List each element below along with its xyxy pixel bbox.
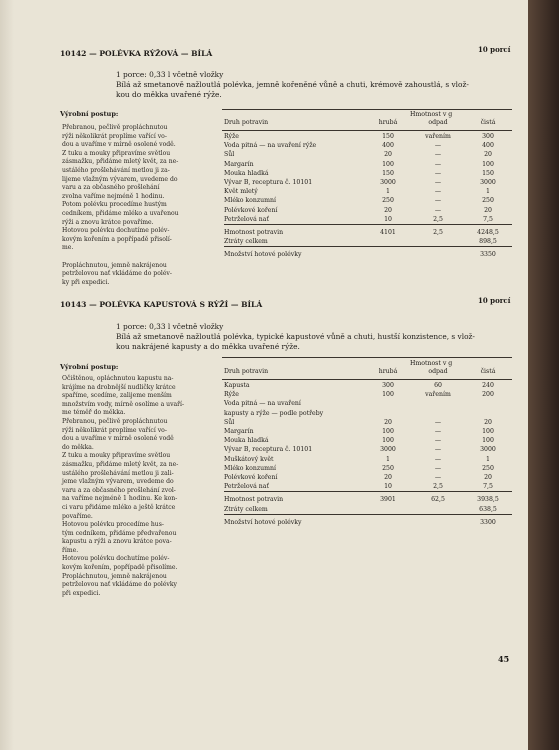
method-line: [62, 253, 220, 262]
method-line: Přebranou, pečlivě propláchnutou: [62, 124, 168, 131]
gross-weight: 100: [382, 428, 394, 436]
waste-weight: —: [434, 418, 442, 426]
ingredient-name: Mléko konzumní: [224, 464, 276, 472]
gross-weight: [364, 399, 412, 408]
waste-weight: 2,5: [433, 483, 443, 491]
gross-weight: 300: [382, 382, 394, 389]
method-line: při expedici.: [62, 589, 101, 597]
ingredient-name: Mouka hladká: [224, 169, 269, 177]
method-line: povaříme.: [62, 512, 93, 520]
net-weight: [464, 399, 512, 408]
portions-label: 10 porcí: [478, 296, 511, 305]
waste-weight: —: [434, 169, 442, 177]
summary-label: Ztráty celkem: [224, 238, 268, 246]
gross-weight: 150: [382, 169, 394, 177]
method-line: rýži a znovu krátce povaříme.: [62, 218, 154, 226]
col-net-header: čistá: [480, 119, 496, 126]
ingredients-table: [224, 132, 512, 260]
waste-weight: —: [434, 464, 442, 472]
ingredient-name: Mouka hladká: [224, 437, 269, 445]
method-line: cedníkem, přidáme mléko a uvařenou: [62, 209, 179, 217]
net-weight: 20: [484, 418, 492, 426]
ingredient-name: Voda pitná — na uvaření rýže: [224, 142, 317, 150]
recipe-heading: 10143 — POLÉVKA KAPUSTOVÁ S RÝŽÍ — BÍLÁ: [60, 300, 263, 309]
gross-weight: 10: [384, 483, 392, 491]
ingredient-name: Rýže: [224, 391, 239, 399]
table-row: [224, 150, 512, 159]
net-weight: 100: [482, 437, 494, 445]
ingredients-table-header: [224, 118, 512, 127]
gross-weight: 1: [386, 188, 390, 196]
waste-weight: —: [434, 142, 442, 150]
col-gross-header: hrubá: [378, 119, 398, 126]
table-row: [224, 381, 512, 390]
table-row: [224, 215, 512, 225]
waste-weight: —: [434, 428, 442, 436]
recipe-code: 10142: [60, 49, 87, 58]
net-weight: 150: [482, 169, 494, 177]
recipe-code: 10143: [60, 300, 87, 309]
waste-weight: 60: [434, 382, 442, 389]
method-line: Přebranou, pečlivě propláchnutou: [62, 417, 168, 425]
ingredient-name: Vývar B, receptura č. 10101: [224, 179, 313, 187]
gross-weight: 250: [382, 197, 394, 205]
ingredients-table: [224, 381, 512, 527]
ingredient-name: Sůl: [224, 151, 235, 159]
waste-weight: —: [434, 151, 442, 159]
waste-weight: —: [434, 455, 442, 463]
method-heading: Výrobní postup:: [60, 110, 119, 118]
ingredient-name: Rýže: [224, 133, 239, 140]
method-line: Propláchnutou, jemně nakrájenou: [62, 261, 167, 269]
ingredient-name: Mléko konzumní: [224, 197, 276, 205]
method-line: lijeme vlažným vývarem, uvedeme do: [62, 175, 178, 183]
waste-weight: 62,5: [431, 496, 445, 504]
waste-weight: —: [434, 160, 442, 168]
method-line: ci varu přidáme mléko a ještě krátce: [62, 503, 176, 511]
method-line: Hotovou polévku procedíme hus-: [62, 521, 164, 529]
method-line: zásmažku, přidáme mletý květ, za ne-: [62, 460, 179, 468]
waste-weight: —: [434, 206, 442, 214]
total-label: Množství hotové polévky: [224, 518, 302, 526]
gross-weight: 100: [382, 391, 394, 399]
table-rule: [222, 130, 512, 131]
net-weight: 100: [482, 428, 494, 436]
method-line: me téměř do měkka.: [62, 409, 126, 417]
method-line: na vaříme nejméně 1 hodinu. Ke kon-: [62, 495, 178, 503]
serving-size: 1 porce: 0,33 l včetně vložky: [116, 322, 224, 331]
gross-weight: 10: [384, 215, 392, 223]
total-row: [224, 518, 512, 527]
gross-weight: 100: [382, 160, 394, 168]
waste-weight: [412, 399, 464, 408]
method-line: Očištěnou, opláchnutou kapustu na-: [62, 375, 174, 382]
method-line: ky při expedici.: [62, 278, 110, 286]
recipe-name: POLÉVKA KAPUSTOVÁ S RÝŽÍ — BÍLÁ: [99, 300, 263, 309]
table-row: [224, 206, 512, 215]
description-line: Bílá až smetanově nažloutlá polévka, jemně kořeněné vůně a chuti, krémově zahoustlá, s vlož-: [116, 80, 469, 89]
description-line: kou nakrájené kapusty a do měkka uvařené rýže.: [116, 342, 300, 351]
method-line: ustálého prošlehávání metlou ji za-: [62, 166, 170, 174]
table-row: [224, 178, 512, 187]
summary-row: [224, 495, 512, 504]
table-row: [224, 436, 512, 445]
net-weight: [464, 409, 512, 418]
ingredient-name: Petrželová nať: [224, 483, 269, 491]
total-net-weight: 3300: [480, 518, 496, 526]
gross-weight: 20: [384, 418, 392, 426]
page-number: 45: [498, 654, 510, 664]
table-header-group: Hmotnost v g: [410, 360, 453, 367]
table-row: [224, 482, 512, 492]
method-line: me.: [62, 244, 74, 252]
method-line: spaříme, scedíme, zalijeme menším: [62, 392, 172, 400]
method-line: rýži několikrát proplíme vařící vo-: [62, 426, 167, 434]
method-line: kovým kořením, popřípadě přisolíme.: [62, 564, 178, 572]
description-line: kou do měkka uvařené rýže.: [116, 90, 222, 99]
summary-row: [224, 237, 512, 247]
total-label: Množství hotové polévky: [224, 251, 302, 259]
col-name-header: Druh potravin: [224, 119, 269, 126]
method-line: zvolna vaříme nejméně 1 hodinu.: [62, 192, 165, 200]
net-weight: 250: [482, 464, 494, 472]
ingredient-name: Sůl: [224, 418, 235, 426]
table-row: [224, 399, 512, 408]
table-row: [224, 390, 512, 399]
method-line: varu a za občasného prošlehání zvol-: [62, 486, 176, 494]
ingredient-name: Květ mletý: [224, 188, 258, 196]
gross-weight: 1: [386, 455, 390, 463]
gross-weight: 3901: [380, 496, 396, 504]
net-weight: 250: [482, 197, 494, 205]
waste-weight: —: [434, 446, 442, 454]
total-row: [224, 250, 512, 259]
waste-weight: 2,5: [433, 229, 443, 237]
net-weight: 240: [482, 382, 494, 389]
method-text: [62, 124, 220, 287]
method-line: množstvím vody, mírně osolíme a uvaří-: [62, 400, 185, 408]
method-line: krájíme na drobnější nudličky krátce: [62, 383, 176, 391]
gross-weight: 400: [382, 142, 394, 150]
summary-label: Ztráty celkem: [224, 505, 268, 513]
ingredient-name: Margarín: [224, 428, 254, 436]
method-line: Hotovou polévku dochutíme polév-: [62, 227, 170, 235]
method-line: Z tuku a mouky připravíme světlou: [62, 452, 171, 460]
waste-weight: [412, 237, 464, 247]
net-weight: 898,5: [479, 238, 497, 246]
net-weight: 7,5: [483, 483, 493, 491]
table-row: [224, 409, 512, 418]
method-line: rýži několikrát proplíme vařící vo-: [62, 132, 167, 140]
table-row: [224, 445, 512, 454]
col-waste-header: odpad: [428, 368, 448, 375]
serving-size: 1 porce: 0,33 l včetně vložky: [116, 70, 224, 79]
col-waste-header: odpad: [428, 119, 448, 126]
total-net-weight: 3350: [480, 251, 496, 259]
method-line: petrželovou nať vkládáme do polévky: [62, 581, 178, 589]
col-name-header: Druh potravin: [224, 368, 269, 375]
net-weight: 4248,5: [477, 229, 499, 237]
gross-weight: [364, 505, 412, 515]
net-weight: 100: [482, 160, 494, 168]
gross-weight: 250: [382, 464, 394, 472]
waste-weight: —: [434, 188, 442, 196]
ingredient-name: Voda pitná — na uvaření: [224, 400, 301, 408]
empty-cell: [412, 250, 464, 259]
method-line: Z tuku a mouky připravíme světlou: [62, 149, 171, 157]
table-rule: [222, 357, 512, 358]
ingredients-table-header: [224, 367, 512, 376]
recipe-name: POLÉVKA RÝŽOVÁ — BÍLÁ: [99, 49, 213, 58]
table-row: [224, 132, 512, 141]
table-row: [224, 141, 512, 150]
table-row: [224, 418, 512, 427]
waste-weight: vařením: [425, 391, 451, 399]
table-row: [224, 160, 512, 169]
waste-weight: 2,5: [433, 215, 443, 223]
col-net-header: čistá: [480, 368, 496, 375]
method-line: říme.: [62, 546, 79, 554]
net-weight: 200: [482, 391, 494, 399]
gross-weight: 20: [384, 206, 392, 214]
empty-cell: [412, 518, 464, 527]
method-line: jeme vlažným vývarem, uvedeme do: [62, 478, 174, 486]
net-weight: 300: [482, 133, 494, 140]
ingredient-name: Polévkové koření: [224, 474, 278, 482]
col-gross-header: hrubá: [378, 368, 398, 375]
net-weight: 3000: [480, 179, 496, 187]
method-line: Propláchnutou, jemně nakrájenou: [62, 572, 167, 580]
table-row: [224, 169, 512, 178]
net-weight: 20: [484, 206, 492, 214]
summary-row: [224, 228, 512, 237]
empty-cell: [364, 518, 412, 527]
gross-weight: 20: [384, 474, 392, 482]
gross-weight: [364, 409, 412, 418]
method-text: [62, 375, 220, 598]
table-row: [224, 473, 512, 482]
gross-weight: 3000: [380, 446, 396, 454]
net-weight: 638,5: [479, 505, 497, 513]
method-line: Potom polévku procedíme hustým: [62, 201, 167, 209]
method-line: dou a uvaříme v mírně osolené vodě: [62, 435, 174, 443]
ingredient-name: Kapusta: [224, 382, 250, 389]
method-line: kovým kořením a popřípadě přisolí-: [62, 235, 172, 243]
binder-edge: [528, 0, 559, 750]
waste-weight: [412, 409, 464, 418]
portions-label: 10 porcí: [478, 45, 511, 54]
gross-weight: 100: [382, 437, 394, 445]
ingredient-name: kapusty a rýže — podle potřeby: [224, 409, 324, 417]
method-line: zásmažku, přidáme mletý květ, za ne-: [62, 158, 179, 166]
method-line: kapustu a rýži a znovu krátce pova-: [62, 538, 172, 546]
method-heading: Výrobní postup:: [60, 363, 119, 371]
gross-weight: 3000: [380, 179, 396, 187]
ingredient-name: Polévkové koření: [224, 206, 278, 214]
page-gutter-shadow: [0, 0, 14, 750]
net-weight: 1: [486, 188, 490, 196]
waste-weight: [412, 505, 464, 515]
table-rule: [222, 109, 512, 110]
table-row: [224, 455, 512, 464]
net-weight: 7,5: [483, 215, 493, 223]
ingredient-name: Margarín: [224, 160, 254, 168]
waste-weight: vařením: [425, 133, 451, 140]
summary-row: [224, 505, 512, 515]
summary-label: Hmotnost potravin: [224, 229, 284, 237]
ingredient-name: Petrželová nať: [224, 215, 269, 223]
empty-cell: [364, 250, 412, 259]
gross-weight: 4101: [380, 229, 396, 237]
gross-weight: 20: [384, 151, 392, 159]
description-line: Bílá až smetanově nažloutlá polévka, typické kapustové vůně a chuti, hustší konzistence, s vlož-: [116, 332, 475, 341]
ingredient-name: Muškátový květ: [224, 455, 274, 463]
net-weight: 20: [484, 474, 492, 482]
method-line: dou a uvaříme v mírně osolené vodě.: [62, 141, 176, 149]
net-weight: 3000: [480, 446, 496, 454]
method-line: ustálého prošlehávání metlou ji zali-: [62, 469, 174, 477]
summary-label: Hmotnost potravin: [224, 496, 284, 504]
waste-weight: —: [434, 437, 442, 445]
table-rule: [222, 379, 512, 380]
method-line: petrželovou nať vkládáme do polév-: [62, 270, 172, 278]
waste-weight: —: [434, 474, 442, 482]
table-header-group: Hmotnost v g: [410, 111, 453, 118]
ingredient-name: Vývar B, receptura č. 10101: [224, 446, 313, 454]
waste-weight: —: [434, 179, 442, 187]
net-weight: 3938,5: [477, 496, 499, 504]
method-line: Hotovou polévku dochutíme polév-: [62, 555, 170, 563]
method-line: do měkka.: [62, 443, 94, 451]
table-row: [224, 196, 512, 205]
gross-weight: 150: [382, 133, 394, 140]
method-line: varu a za občasného prošlehání: [62, 184, 160, 192]
net-weight: 400: [482, 142, 494, 150]
waste-weight: —: [434, 197, 442, 205]
table-row: [224, 427, 512, 436]
net-weight: 1: [486, 455, 490, 463]
gross-weight: [364, 237, 412, 247]
recipe-heading: 10142 — POLÉVKA RÝŽOVÁ — BÍLÁ: [60, 49, 213, 58]
net-weight: 20: [484, 151, 492, 159]
table-row: [224, 187, 512, 196]
method-line: tým cedníkem, přidáme předvařenou: [62, 529, 177, 537]
table-row: [224, 464, 512, 473]
